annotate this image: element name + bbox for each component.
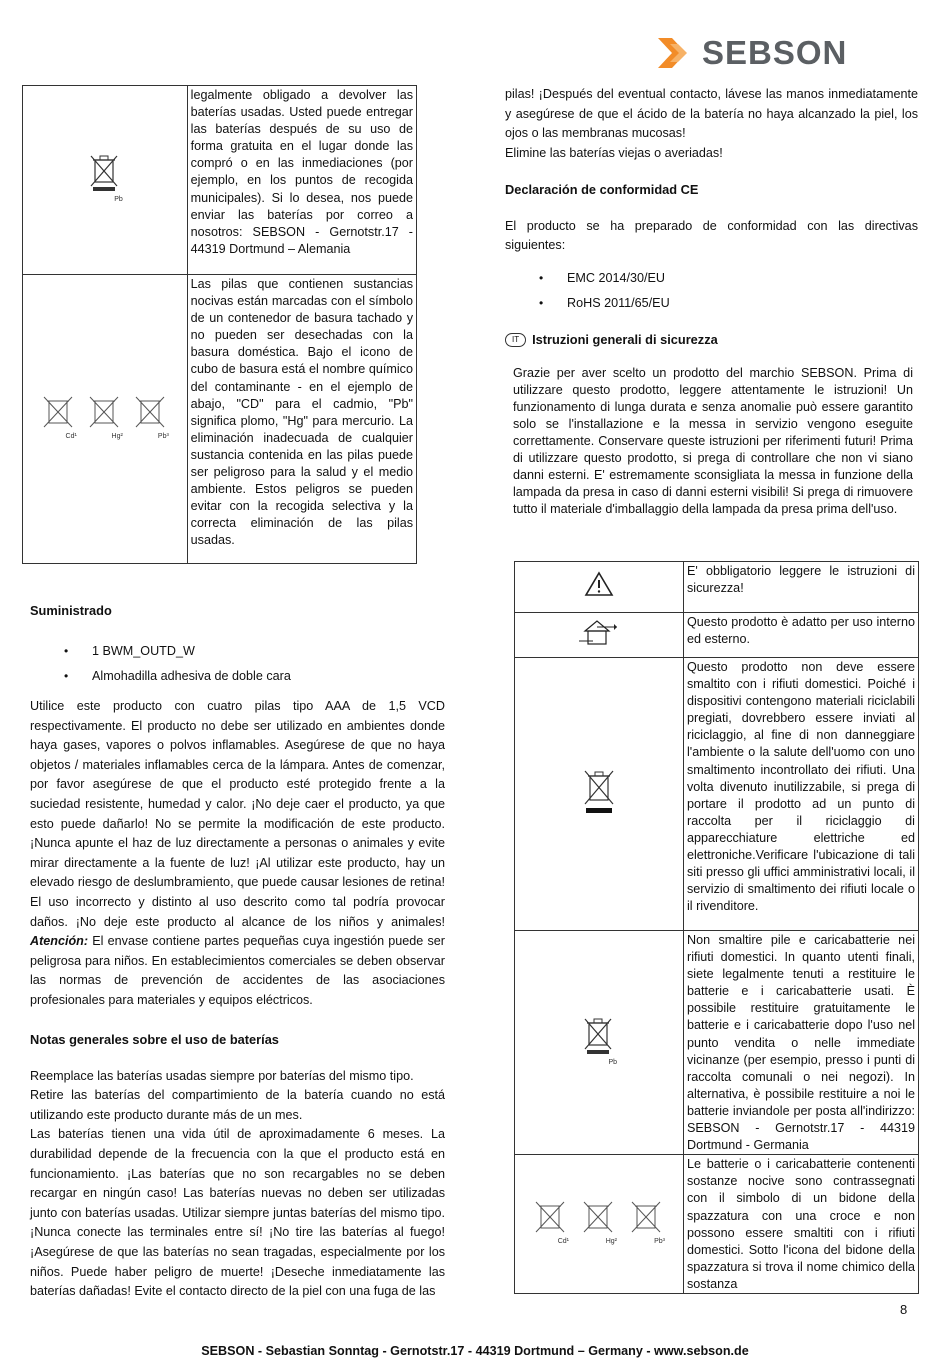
list-item: • 1 BWM_OUTD_W [30,639,445,664]
attention-label: Atención: [30,934,89,949]
bin-label: Pb [608,1058,617,1066]
table-row [515,931,919,1155]
italian-heading-row [505,332,918,347]
left-disposal-table [22,85,417,564]
bullet-list [505,266,918,316]
indoor-outdoor-house-icon [579,617,619,647]
table-text-cell: legalmente obligado a devolver las baterías usadas. Usted puede entregar las baterías después de su uso de forma gratuita en el lugar donde las compró o en las inmediaciones (por ejemplo, en los puntos de recogida municipales). Si lo desea, nos puede enviar las baterías por correo a nosotros: SEBSON - Gernotstr.17 - 44319 Dortmund – Alemania [187,86,416,275]
table-icon-cell [515,1155,684,1294]
bullet-list [30,639,445,689]
crossed-bin-pb-icon [629,1198,665,1250]
table-row [23,275,417,564]
table-icon-cell [23,275,188,564]
table-text-cell: E' obbligatorio leggere le istruzioni di sicurezza! [684,562,919,613]
suministrado-section [30,601,445,689]
bin-label: Pb³ [157,433,169,440]
page-number: 8 [900,1302,908,1317]
table-row [515,658,919,931]
page-footer: SEBSON - Sebastian Sonntag - Gernotstr.17 - 44319 Dortmund – Germany - www.sebson.de [201,1344,749,1358]
crossed-bin-hg-icon [581,1198,617,1250]
crossed-bin-hg-icon [87,393,123,445]
usage-text-after: El envase contiene partes pequeñas cuya ingestión puede ser peligrosa para niños. En establecimientos comerciales se deben observar las normas de prevención de accidentes de las asociaciones profesionales para materiales y equipos eléctricos. [30,934,445,1007]
crossed-bins-cd-hg-pb-icon [41,393,169,445]
crossed-bin-bar-icon [582,768,616,814]
brand-name: SEBSON [702,34,848,71]
table-icon-cell [23,86,188,275]
table-text-cell: Non smaltire pile e caricabatterie nei rifiuti domestici. In quanto utenti finali, siete legalmente tenuti a restituire le batterie e i caricabatterie usati. È possibile restituire gratuitamente le batterie e i caricabatterie dopo l'uso nel punto vendita o nelle immediate vicinanze (per esempio, presso i punti di raccolta comunali o nei negozi). In alternativa, è possibile restituire a noi le batterie inviandole per posta all'indirizzo: SEBSON - Gernotstr.17 - 44319 Dortmund - Germania [684,931,919,1155]
table-text-cell: Las pilas que contienen sustancias nocivas están marcadas con el símbolo de un contenedor de basura tachado y no pueden ser desechadas con la basura doméstica. Bajo el icono de cubo de basura está el nombre químico del contaminante - en el ejemplo de abajo, "CD" para el cadmio, "Pb" significa plomo, "Hg" para mercurio. La eliminación inadecuada de cualquier sustancia contenida en las pilas puede ser peligroso para la salud y el medio ambiente. Estos peligros se pueden evitar con la recogida selectiva y la correcta eliminación de las pilas usadas. [187,275,416,564]
crossed-bin-pb-icon [133,393,169,445]
table-row [515,613,919,658]
table-icon-cell [515,613,684,658]
table-row [515,562,919,613]
right-top-text [505,85,918,163]
chevron-logo-icon [656,38,696,68]
conformity-section [505,180,918,316]
paragraph: Reemplace las baterías usadas siempre por baterías del mismo tipo. [30,1068,414,1083]
table-text-cell: Le batterie o i caricabatterie contenenti sostanze nocive sono contrassegnati con il simbolo di un bidone della spazzatura con una croce e non possono essere smaltiti con i rifiuti domestici. Sotto l'icona del bidone della spazzatura si trova il nome chimico della sostanza [684,1155,919,1294]
italian-intro-paragraph [513,365,913,518]
language-badge-it: IT [505,333,526,347]
paragraph: El producto se ha preparado de conformidad con las directivas siguientes: [505,218,918,253]
table-text-cell: Questo prodotto non deve essere smaltito con i rifiuti domestici. Poiché i dispositivi contengono materiali riciclabili pregiati, dovrebbero essere inviati al riciclaggio, al fine di non danneggiare l'ambiente o la salute dell'uomo con uno smaltimento incontrollato dei rifiuti. Una volta divenuto inutilizzabile, si prega di portare il prodotto ad un punto di raccolta per il riciclaggio di apparecchiature elettriche ed elettroniche.Verificare l'ubicazione di tali siti presso gli uffici amministrativi locali, il servizio di smaltimento dei rifiuti locale o il rivenditore. [684,658,919,931]
bin-label: Cd¹ [557,1238,569,1246]
paragraph: Elimine las baterías viejas o averiadas! [505,145,723,160]
usage-text-before: Utilice este producto con cuatro pilas tipo AAA de 1,5 VCD respectivamente. El producto no debe ser utilizado en ambientes donde haya gases, vapores o polvos inflamables. Asegúrese de que no haya objetos / materiales inflamables cerca de la lámpara. Antes de comenzar, por favor asegúrese de que el producto esté protegido frente a la suciedad resistente, humedad y calor. ¡No deje caer el producto, ya que esto puede dañarlo! No se permite la modificación de este producto. ¡Nunca apunte el haz de luz directamente a personas o animales y evite mirar directamente a la fuente de luz! ¡Al utilizar este producto, hay un elevado riesgo de deslumbramiento, que puede causar lesiones de retina! El uso incorrecto y distinto al uso descrito como tal podría provocar daños. ¡No deje este producto al alcance de los niños y animales! [30,699,445,929]
crossed-bin-pb-icon [581,1015,617,1071]
right-symbols-table [514,561,919,1294]
list-item: • RoHS 2011/65/EU [505,291,918,316]
bin-label: Cd¹ [65,433,77,440]
paragraph: pilas! ¡Después del eventual contacto, lávese las manos inmediatamente y asegúrese de que el ácido de la batería no haya alcanzado la piel, los ojos o las membranas mucosas! [505,87,918,141]
section-heading: Notas generales sobre el uso de baterías [30,1032,279,1047]
bin-label: Pb³ [654,1238,665,1246]
usage-paragraph [30,697,445,1011]
bin-label: Hg² [605,1238,617,1246]
crossed-bin-cd-icon [533,1198,569,1250]
paragraph: Las baterías tienen una vida útil de aproximadamente 6 meses. La durabilidad depende de la frecuencia con la que el producto está en funcionamiento. ¡Las baterías que no son recargables no se deben recargar en ningún caso! Las baterías nuevas no deben ser utilizadas junto con baterías usadas. Utilizar siempre juntas baterías del mismo tipo. ¡Nunca conecte las terminales entre sí! ¡No tire las baterías al fuego! ¡Asegúrese de que las baterías no sean tragadas, especialmente por los niños. Puede haber peligro de muerte! ¡Deseche inmediatamente las baterías dañadas! Evite el contacto directo de la piel con una fuga de las [30,1127,445,1299]
list-item: • Almohadilla adhesiva de doble cara [30,664,445,689]
paragraph: Retire las baterías del compartimiento de la batería cuando no está utilizando este producto durante más de un mes. [30,1088,445,1122]
brand-logo [656,36,866,70]
battery-notes-section [30,1030,445,1302]
table-row [23,86,417,275]
section-heading: Declaración de conformidad CE [505,182,699,197]
table-icon-cell [515,562,684,613]
section-heading: Suministrado [30,603,112,618]
table-icon-cell [515,658,684,931]
paragraph: Grazie per aver scelto un prodotto del marchio SEBSON. Prima di utilizzare questo prodotto, leggere attentamente le istruzioni! Un funzionamento di lunga durata e senza anomalie può essere garantito solo se l'installazione e la messa in servizio vengono eseguite correttamente. Conservare queste istruzioni per riferimenti futuri! Prima di utilizzare questo prodotto, si prega di controllare che non vi siano danni esterni. E' estremamente sconsigliata la messa in funzione della lampada da presa in caso di danni esterni visibili! Si prega di rimuovere tutto il materiale d'imballaggio della lampada da presa prima dell'uso. [513,366,913,516]
bin-label: Pb [114,196,123,203]
table-text-cell: Questo prodotto è adatto per uso interno ed esterno. [684,613,919,658]
warning-triangle-icon [584,571,614,597]
table-row [515,1155,919,1294]
list-item: • EMC 2014/30/EU [505,266,918,291]
section-heading: Istruzioni generali di sicurezza [532,332,718,347]
crossed-bins-cd-hg-pb-icon [533,1198,665,1250]
crossed-bin-pb-icon [87,152,123,208]
bin-label: Hg² [111,433,123,440]
table-icon-cell [515,931,684,1155]
crossed-bin-cd-icon [41,393,77,445]
